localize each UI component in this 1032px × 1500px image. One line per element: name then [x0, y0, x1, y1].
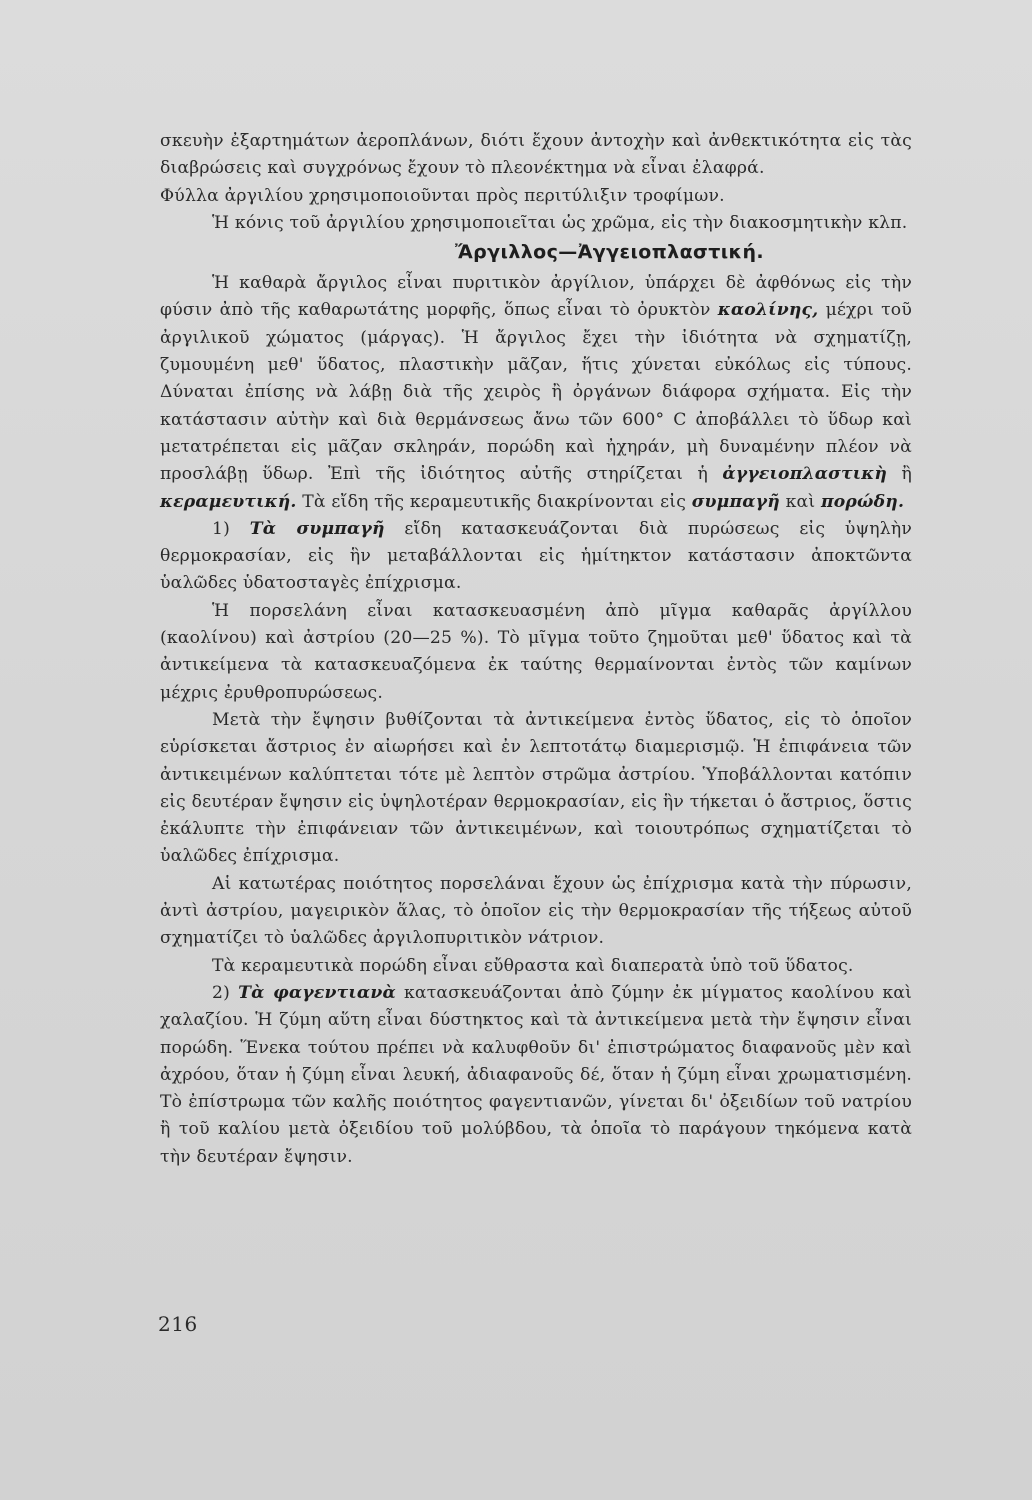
emphasized-term: καολίνης,: [717, 300, 819, 321]
paragraph: [160, 953, 912, 980]
paragraph: [160, 210, 912, 237]
emphasized-term: Τὰ φαγεντιανὰ: [238, 982, 396, 1003]
paragraph: [160, 707, 912, 871]
emphasized-term: πορώδη.: [820, 491, 905, 512]
emphasized-term: Τὰ συμπαγῆ: [249, 518, 385, 539]
emphasized-term: ἀγγειοπλαστικὴ: [722, 464, 888, 485]
paragraph: [160, 980, 912, 1171]
paragraph-text: Τὰ κεραμευτικὰ πορώδη εἶναι εὔθραστα καὶ διαπερατὰ ὑπὸ τοῦ ὕδατος.: [212, 955, 854, 976]
page-number: 216: [158, 1312, 198, 1336]
body-text: [160, 128, 912, 1171]
paragraph: [160, 598, 912, 707]
paragraph-text: Ἡ καθαρὰ ἄργιλος εἶναι πυριτικὸν ἀργίλιον, ὑπάρχει δὲ ἀφθόνως εἰς τὴν φύσιν ἀπὸ τῆς καθαρωτάτης μορφῆς, ὅπως εἶναι τὸ ὀρυκτὸν: [160, 273, 912, 321]
emphasized-term: κεραμευτική.: [160, 491, 297, 512]
paragraph-text: Φύλλα ἀργιλίου χρησιμοποιοῦνται πρὸς περιτύλιξιν τροφίμων.: [160, 185, 725, 206]
paragraph: [160, 183, 912, 210]
paragraph-text: Ἡ πορσελάνη εἶναι κατασκευασμένη ἀπὸ μῖγμα καθαρᾶς ἀργίλλου (καολίνου) καὶ ἀστρίου (20—25 %). Τὸ μῖγμα τοῦτο ζημοῦται μεθ' ὕδατος καὶ τὰ ἀντικείμενα τὰ κατασκευαζόμενα ἐκ ταύτης θερμαίνονται ἐντὸς τῶν καμίνων μέχρις ἐρυθροπυρώσεως.: [160, 600, 912, 703]
paragraph: [160, 516, 912, 598]
paragraph-text: Ἡ κόνις τοῦ ἀργιλίου χρησιμοποιεῖται ὡς χρῶμα, εἰς τὴν διακοσμητικὴν κλπ.: [212, 212, 908, 233]
emphasized-term: συμπαγῆ: [691, 491, 780, 512]
paragraph-text: καὶ: [785, 491, 816, 512]
list-number: 2): [212, 982, 231, 1003]
paragraph-text: Μετὰ τὴν ἔψησιν βυθίζονται τὰ ἀντικείμενα ἐντὸς ὕδατος, εἰς τὸ ὁποῖον εὑρίσκεται ἄστριος ἐν αἰωρήσει καὶ ἐν λεπτοτάτῳ διαμερισμῷ. Ἡ ἐπιφάνεια τῶν ἀντικειμένων καλύπτεται τότε μὲ λεπτὸν στρῶμα ἀστρίου. Ὑποβάλλονται κατόπιν εἰς δευτέραν ἔψησιν εἰς ὑψηλοτέραν θερμοκρασίαν, εἰς ἣν τήκεται ὁ ἄστριος, ὅστις ἐκάλυπτε τὴν ἐπιφάνειαν τῶν ἀντικειμένων, καὶ τοιουτρόπως σχηματίζεται τὸ ὑαλῶδες ἐπίχρισμα.: [160, 709, 912, 867]
section-heading: Ἄργιλλος—Ἀγγειοπλαστική.: [455, 241, 764, 264]
paragraph-text: ἢ: [901, 464, 912, 485]
paragraph-continuation: [160, 128, 912, 183]
paragraph: [160, 871, 912, 953]
paragraph-text: Αἱ κατωτέρας ποιότητος πορσελάναι ἔχουν ὡς ἐπίχρισμα κατὰ τὴν πύρωσιν, ἀντὶ ἀστρίου, μαγειρικὸν ἅλας, τὸ ὁποῖον εἰς τὴν θερμοκρασίαν τῆς τήξεως αὐτοῦ σχηματίζει τὸ ὑαλῶδες ἀργιλοπυριτικὸν νάτριον.: [160, 873, 912, 949]
paragraph-text: κατασκευάζονται ἀπὸ ζύμην ἐκ μίγματος καολίνου καὶ χαλαζίου. Ἡ ζύμη αὕτη εἶναι δύστηκτος καὶ τὰ ἀντικείμενα μετὰ τὴν ἔψησιν εἶναι πορώδη. Ἕνεκα τούτου πρέπει νὰ καλυφθοῦν δι' ἐπιστρώματος διαφανοῦς μὲν καὶ ἀχρόου, ὅταν ἡ ζύμη εἶναι λευκή, ἀδιαφανοῦς δέ, ὅταν ἡ ζύμη εἶναι χρωματισμένη. Τὸ ἐπίστρωμα τῶν καλῆς ποιότητος φαγεντιανῶν, γίνεται δι' ὀξειδίων τοῦ νατρίου ἢ τοῦ καλίου μετὰ ὀξειδίου τοῦ μολύβδου, τὰ ὁποῖα τὸ παράγουν τηκόμενα κατὰ τὴν δευτέραν ἔψησιν.: [160, 982, 913, 1167]
paragraph-text: σκευὴν ἐξαρτημάτων ἀεροπλάνων, διότι ἔχουν ἀντοχὴν καὶ ἀνθεκτικότητα εἰς τὰς διαβρώσεις καὶ συγχρόνως ἔχουν τὸ πλεονέκτημα νὰ εἶναι ἐλαφρά.: [160, 131, 912, 179]
paragraph-text: Τὰ εἴδη τῆς κεραμευτικῆς διακρίνονται εἰς: [302, 491, 687, 512]
paragraph-text: εἴδη κατασκευάζονται διὰ πυρώσεως εἰς ὑψηλὴν θερμοκρασίαν, εἰς ἣν μεταβάλλονται εἰς ἡμίτηκτον κατάστασιν ἀποκτῶντα ὑαλῶδες ὑδατοσταγὲς ἐπίχρισμα.: [160, 518, 912, 594]
paragraph-text: μέχρι τοῦ ἀργιλικοῦ χώματος (μάργας). Ἡ ἄργιλος ἔχει τὴν ἰδιότητα νὰ σχηματίζῃ, ζυμουμένη μεθ' ὕδατος, πλαστικὴν μᾶζαν, ἥτις χύνεται εὐκόλως εἰς τύπους. Δύναται ἐπίσης νὰ λάβῃ διὰ τῆς χειρὸς ἢ ὀργάνων διάφορα σχήματα. Εἰς τὴν κατάστασιν αὐτὴν καὶ διὰ θερμάνσεως ἄνω τῶν 600° C ἀποβάλλει τὸ ὕδωρ καὶ μετατρέπεται εἰς μᾶζαν σκληράν, πορώδη καὶ ἠχηράν, μὴ δυναμένην πλέον νὰ προσλάβῃ ὕδωρ. Ἐπὶ τῆς ἰδιότητος αὐτῆς στηρίζεται ἡ: [160, 300, 913, 485]
list-number: 1): [212, 518, 231, 539]
paragraph: [160, 270, 912, 516]
